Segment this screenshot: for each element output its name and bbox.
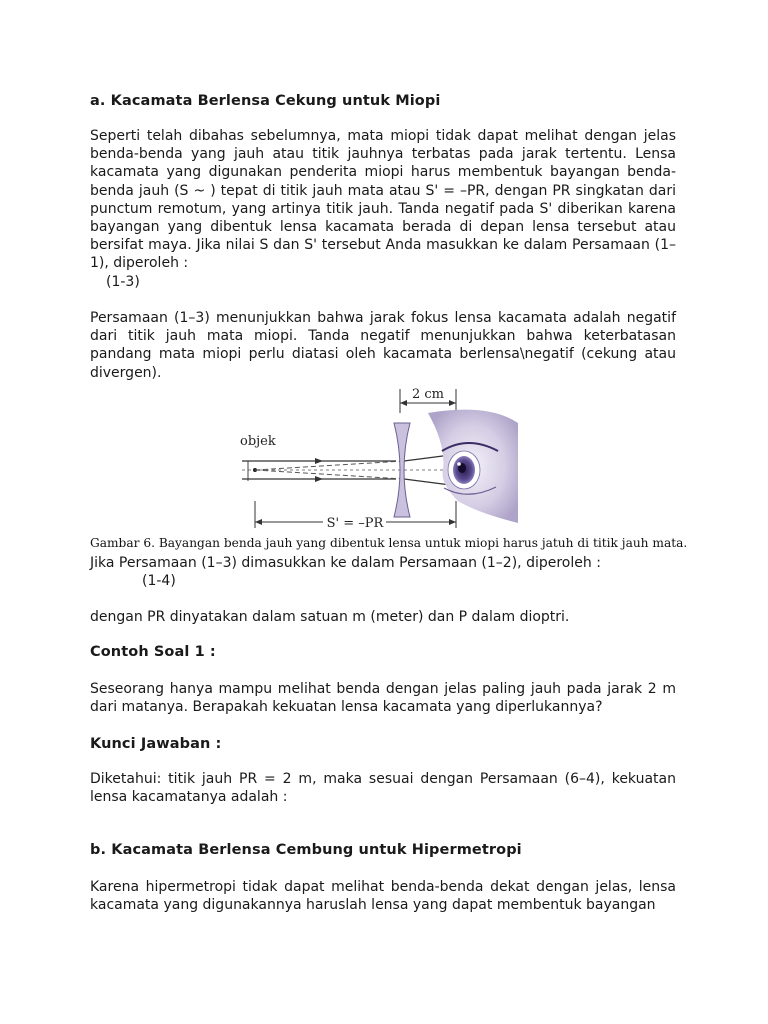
figure-caption: Gambar 6. Bayangan benda jauh yang dibentuk lensa untuk miopi harus jatuh di titik jauh mata.: [90, 536, 688, 550]
paragraph-example-question: Seseorang hanya mampu melihat benda dengan jelas paling jauh pada jarak 2 m dari matanya. Berapakah kekuatan lensa kacamata yang diperlukannya?: [90, 681, 676, 716]
heading-answer-key: Kunci Jawaban :: [90, 736, 222, 752]
paragraph-miopi-intro: Seperti telah dibahas sebelumnya, mata miopi tidak dapat melihat dengan jelas benda-benda yang jauh atau titik jauhnya terbatas pada jarak tertentu. Lensa kacamata yang digunakan penderita miopi harus membentuk bayangan benda-benda jauh (S ~ ) tepat di titik jauh mata atau S' = –PR, dengan PR singkatan dari punctum remotum, yang artinya titik jauh. Tanda negatif pada S' diberikan karena bayangan yang dibentuk lensa kacamata berada di depan lensa tersebut atau bersifat maya. Jika nilai S dan S' tersebut Anda masukkan ke dalam Persamaan (1–1), diperoleh :: [90, 128, 676, 272]
concave-lens: [394, 423, 410, 517]
paragraph-answer: Diketahui: titik jauh PR = 2 m, maka sesuai dengan Persamaan (6–4), kekuatan lensa kacamatanya adalah :: [90, 771, 676, 806]
paragraph-equation-explanation: Persamaan (1–3) menunjukkan bahwa jarak fokus lensa kacamata adalah negatif dari titik jauh mata miopi. Tanda negatif menunjukkan bahwa keterbatasan pandang mata miopi perlu diatasi oleh kacamata berlensa\negatif (cekung atau divergen).: [90, 310, 676, 381]
distance-s-prime-marker: [255, 501, 456, 531]
virtual-ray-top: [255, 461, 404, 470]
heading-section-a: a. Kacamata Berlensa Cekung untuk Miopi: [90, 93, 441, 109]
text-pr-units: dengan PR dinyatakan dalam satuan m (meter) dan P dalam dioptri.: [90, 609, 570, 625]
distance-2cm-marker: [400, 387, 456, 413]
text-equation-substitution: Jika Persamaan (1–3) dimasukkan ke dalam Persamaan (1–2), diperoleh :: [90, 555, 601, 571]
heading-example-1: Contoh Soal 1 :: [90, 644, 216, 660]
label-objek: objek: [240, 434, 276, 449]
label-s-prime: S' = –PR: [326, 516, 384, 531]
equation-number-1-3: (1-3): [106, 274, 140, 290]
heading-section-b: b. Kacamata Berlensa Cembung untuk Hipermetropi: [90, 842, 522, 858]
equation-number-1-4: (1-4): [142, 573, 176, 589]
paragraph-hipermetropi: Karena hipermetropi tidak dapat melihat benda-benda dekat dengan jelas, lensa kacamata yang digunakannya haruslah lensa yang dapat membentuk bayangan: [90, 879, 676, 914]
eye-illustration: [428, 410, 518, 523]
label-2cm: 2 cm: [411, 387, 445, 402]
virtual-ray-bottom: [255, 470, 404, 479]
concave-lens-diagram: [228, 383, 518, 533]
